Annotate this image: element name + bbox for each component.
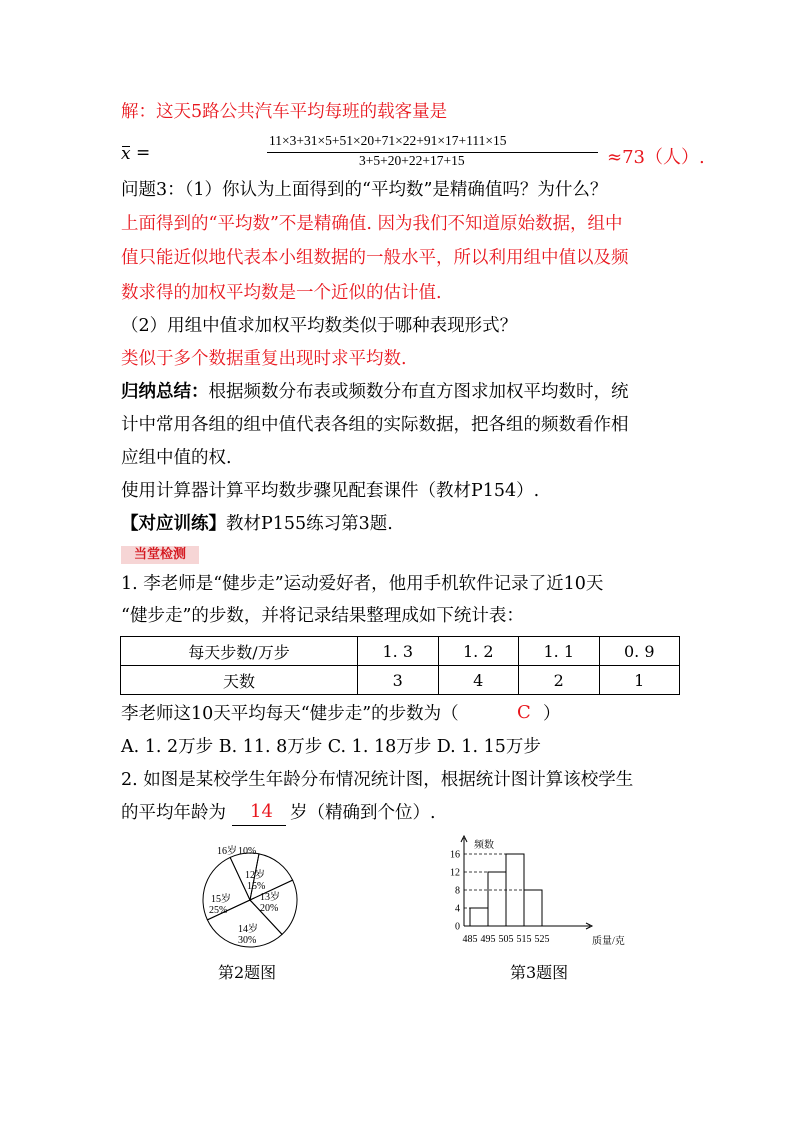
- table-cell: 4: [438, 666, 519, 695]
- y-tick-label: 4: [455, 903, 460, 915]
- table-cell: 1. 1: [519, 637, 600, 666]
- weight-histogram: [440, 832, 640, 950]
- answer-3-1-line3: 数求得的加权平均数是一个近似的估计值.: [121, 283, 442, 303]
- pie-label: 15岁: [211, 894, 231, 905]
- answer-underline: [232, 825, 286, 826]
- histogram-bar: [470, 908, 488, 926]
- section-badge: 当堂检测: [121, 546, 199, 564]
- training-label: 【对应训练】: [121, 514, 226, 534]
- problem1-answer: C: [517, 702, 531, 723]
- pie-label: 10%: [238, 846, 257, 857]
- table-cell: 每天步数/万步: [121, 637, 358, 666]
- hist-ylabel: 频数: [474, 840, 494, 851]
- formula-numerator: 11×3+31×5+51×20+71×22+91×17+111×15: [269, 133, 507, 148]
- summary-line1: [121, 380, 629, 404]
- y-tick-label: 12: [450, 867, 460, 879]
- problem1-options: A. 1. 2万步 B. 11. 8万步 C. 1. 18万步 D. 1. 15万步: [121, 737, 541, 757]
- training-text: 教材P155练习第3题.: [226, 514, 393, 534]
- y-tick-label: 0: [455, 921, 460, 933]
- answer-3-1-line2: 值只能近似地代表本小组数据的一般水平，所以利用组中值以及频: [121, 248, 629, 268]
- histogram-bar: [488, 872, 506, 926]
- hist-caption: 第3题图: [510, 963, 569, 982]
- pie-label: 25%: [209, 905, 228, 916]
- summary-label: 归纳总结：: [121, 382, 209, 402]
- problem2-line2b: 岁（精确到个位）.: [290, 803, 436, 823]
- summary-line2: 计中常用各组的组中值代表各组的实际数据，把各组的频数看作相: [121, 415, 629, 435]
- answer-3-2: 类似于多个数据重复出现时求平均数.: [121, 349, 407, 369]
- table-cell: 1. 2: [438, 637, 519, 666]
- calculator-note: 使用计算器计算平均数步骤见配套课件（教材P154）.: [121, 481, 540, 501]
- histogram-bar: [524, 890, 542, 926]
- problem2-line1: 2. 如图是某校学生年龄分布情况统计图，根据统计图计算该校学生: [121, 770, 634, 790]
- table-cell: 0. 9: [599, 637, 680, 666]
- table-cell: 1. 3: [358, 637, 439, 666]
- equals-sign: =: [136, 143, 151, 163]
- pie-label: 30%: [238, 935, 257, 946]
- pie-caption: 第2题图: [218, 963, 277, 982]
- table-cell: 3: [358, 666, 439, 695]
- table-row: [121, 637, 680, 666]
- problem2-line2a: 的平均年龄为: [121, 803, 226, 823]
- xbar-symbol: x: [121, 144, 131, 164]
- age-pie-chart: [195, 840, 305, 950]
- x-tick-label: 505: [498, 934, 514, 945]
- problem1-line2: “健步走”的步数，并将记录结果整理成如下统计表：: [121, 606, 524, 626]
- pie-label: 12岁: [245, 870, 265, 881]
- formula-result: ≈73（人）.: [607, 147, 705, 168]
- formula-denominator: 3+5+20+22+17+15: [359, 153, 465, 168]
- y-tick-label: 16: [450, 849, 460, 861]
- problem1-stem-end: ）: [543, 704, 561, 724]
- table-row: [121, 666, 680, 695]
- answer-3-1-line1: 上面得到的“平均数”不是精确值. 因为我们不知道原始数据，组中: [121, 214, 623, 234]
- table-cell: 1: [599, 666, 680, 695]
- problem2-answer: 14: [250, 801, 273, 822]
- pie-label: 16岁: [217, 846, 237, 857]
- table-cell: 2: [519, 666, 600, 695]
- pie-label: 15%: [247, 881, 266, 892]
- table-cell: 天数: [121, 666, 358, 695]
- solution-line: 解：这天5路公共汽车平均每班的载客量是: [121, 102, 448, 122]
- pie-label: 14岁: [238, 924, 258, 935]
- summary-text: 根据频数分布表或频数分布直方图求加权平均数时，统: [208, 382, 629, 402]
- pie-label: 20%: [260, 903, 279, 914]
- summary-line3: 应组中值的权.: [121, 448, 232, 468]
- steps-table: [120, 636, 680, 695]
- x-tick-label: 515: [516, 934, 532, 945]
- question-3-2: （2）用组中值求加权平均数类似于哪种表现形式？: [121, 316, 518, 336]
- y-tick-label: 8: [455, 885, 460, 897]
- problem1-stem: 李老师这10天平均每天“健步走”的步数为（: [121, 704, 459, 724]
- question-3-1: 问题3：（1）你认为上面得到的“平均数”是精确值吗？为什么？: [121, 180, 608, 200]
- x-tick-label: 485: [462, 934, 478, 945]
- problem1-line1: 1. 李老师是“健步走”运动爱好者，他用手机软件记录了近10天: [121, 574, 604, 594]
- hist-xlabel: 质量/克: [592, 936, 625, 947]
- x-tick-label: 525: [534, 934, 550, 945]
- training-line: [121, 512, 393, 536]
- x-tick-label: 495: [480, 934, 496, 945]
- pie-label: 13岁: [260, 892, 280, 903]
